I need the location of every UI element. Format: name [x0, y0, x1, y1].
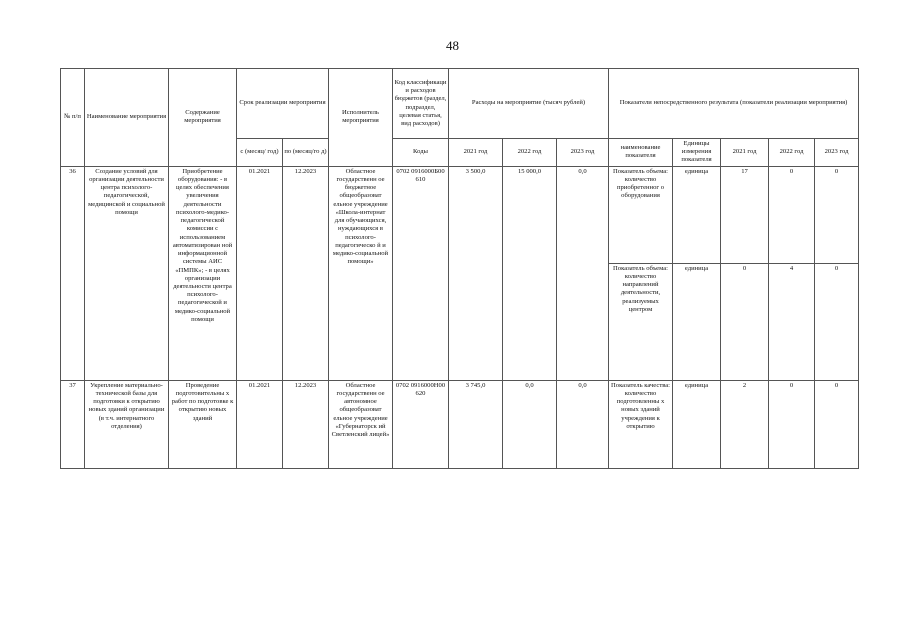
header-budget-code: Код классификаци и расходов бюджетов (раздел, подраздел, целевая статья, вид расходов): [393, 69, 449, 139]
indicator-unit: единица: [673, 166, 721, 263]
row-name: Создание условий для организации деятельности центра психолого-педагогической, медицинской и социальной помощи: [85, 166, 169, 380]
header-codes: Коды: [393, 139, 449, 167]
header-period: Срок реализации мероприятия: [237, 69, 329, 139]
indicator-2021: 17: [721, 166, 769, 263]
header-2022: 2022 год: [503, 139, 557, 167]
row-executor: Областное государственн ое автономное общеобразоват ельное учреждение «Губернаторск ий Светленский лицей»: [329, 380, 393, 468]
header-name: Наименование мероприятия: [85, 69, 169, 167]
row-to: 12.2023: [283, 380, 329, 468]
header-period-from: с (месяц/ год): [237, 139, 283, 167]
header-content: Содержание мероприятия: [169, 69, 237, 167]
header-2021: 2021 год: [449, 139, 503, 167]
header-unit: Единицы измерения показателя: [673, 139, 721, 167]
row-executor: Областное государственн ое бюджетное общеобразоват ельное учреждение «Школа-интернат для обучающихся, нуждающихся в психолого-педагогическо й и медико-социальной помощи»: [329, 166, 393, 380]
row-from: 01.2021: [237, 166, 283, 380]
row-to: 12.2023: [283, 166, 329, 380]
indicator-2023: 0: [815, 380, 859, 468]
header-result-2022: 2022 год: [769, 139, 815, 167]
indicator-2021: 2: [721, 380, 769, 468]
indicator-2023: 0: [815, 166, 859, 263]
indicator-name: Показатель качества: количество подготовленны х новых зданий учреждения к открытию: [609, 380, 673, 468]
page-number: 48: [446, 38, 459, 53]
table-row: [61, 166, 859, 263]
row-expense-2021: 3 500,0: [449, 166, 503, 380]
indicator-2021: 0: [721, 263, 769, 380]
indicator-name: Показатель объема: количество приобретенног о оборудования: [609, 166, 673, 263]
row-expense-2023: 0,0: [557, 166, 609, 380]
row-num: 36: [61, 166, 85, 380]
row-code: 0702 0916000Н00 620: [393, 380, 449, 468]
row-expense-2022: 0,0: [503, 380, 557, 468]
row-expense-2021: 3 745,0: [449, 380, 503, 468]
row-content: Приобретение оборудования: - в целях обеспечения увеличения деятельности психолого-медико-педагогической комиссии с использованием автоматизирован ной информационной системы АИС «ПМПК»; - в целях организации деятельности центра психолого-педагогической и медико-социальной помощи: [169, 166, 237, 380]
activities-table: [60, 68, 859, 469]
indicator-2023: 0: [815, 263, 859, 380]
header-num: № п/п: [61, 69, 85, 167]
row-code: 0702 0916000Б00 610: [393, 166, 449, 380]
header-2023: 2023 год: [557, 139, 609, 167]
row-expense-2023: 0,0: [557, 380, 609, 468]
indicator-2022: 0: [769, 166, 815, 263]
header-results: Показатели непосредственного результата (показатели реализации мероприятия): [609, 69, 859, 139]
header-indicator-name: наименование показателя: [609, 139, 673, 167]
indicator-unit: единица: [673, 380, 721, 468]
row-content: Проведение подготовительны х работ по подготовке к открытию новых зданий: [169, 380, 237, 468]
row-num: 37: [61, 380, 85, 468]
indicator-2022: 0: [769, 380, 815, 468]
header-result-2023: 2023 год: [815, 139, 859, 167]
indicator-unit: единица: [673, 263, 721, 380]
table-row: [61, 380, 859, 468]
indicator-name: Показатель объема: количество направлений деятельности, реализуемых центром: [609, 263, 673, 380]
row-name: Укрепление материально-технической базы для подготовки к открытию новых зданий организации (в т.ч. интернатного отделения): [85, 380, 169, 468]
indicator-2022: 4: [769, 263, 815, 380]
row-expense-2022: 15 000,0: [503, 166, 557, 380]
header-period-to: по (месяц/го д): [283, 139, 329, 167]
row-from: 01.2021: [237, 380, 283, 468]
header-expenses: Расходы на мероприятие (тысяч рублей): [449, 69, 609, 139]
header-executor: Исполнитель мероприятия: [329, 69, 393, 167]
header-result-2021: 2021 год: [721, 139, 769, 167]
